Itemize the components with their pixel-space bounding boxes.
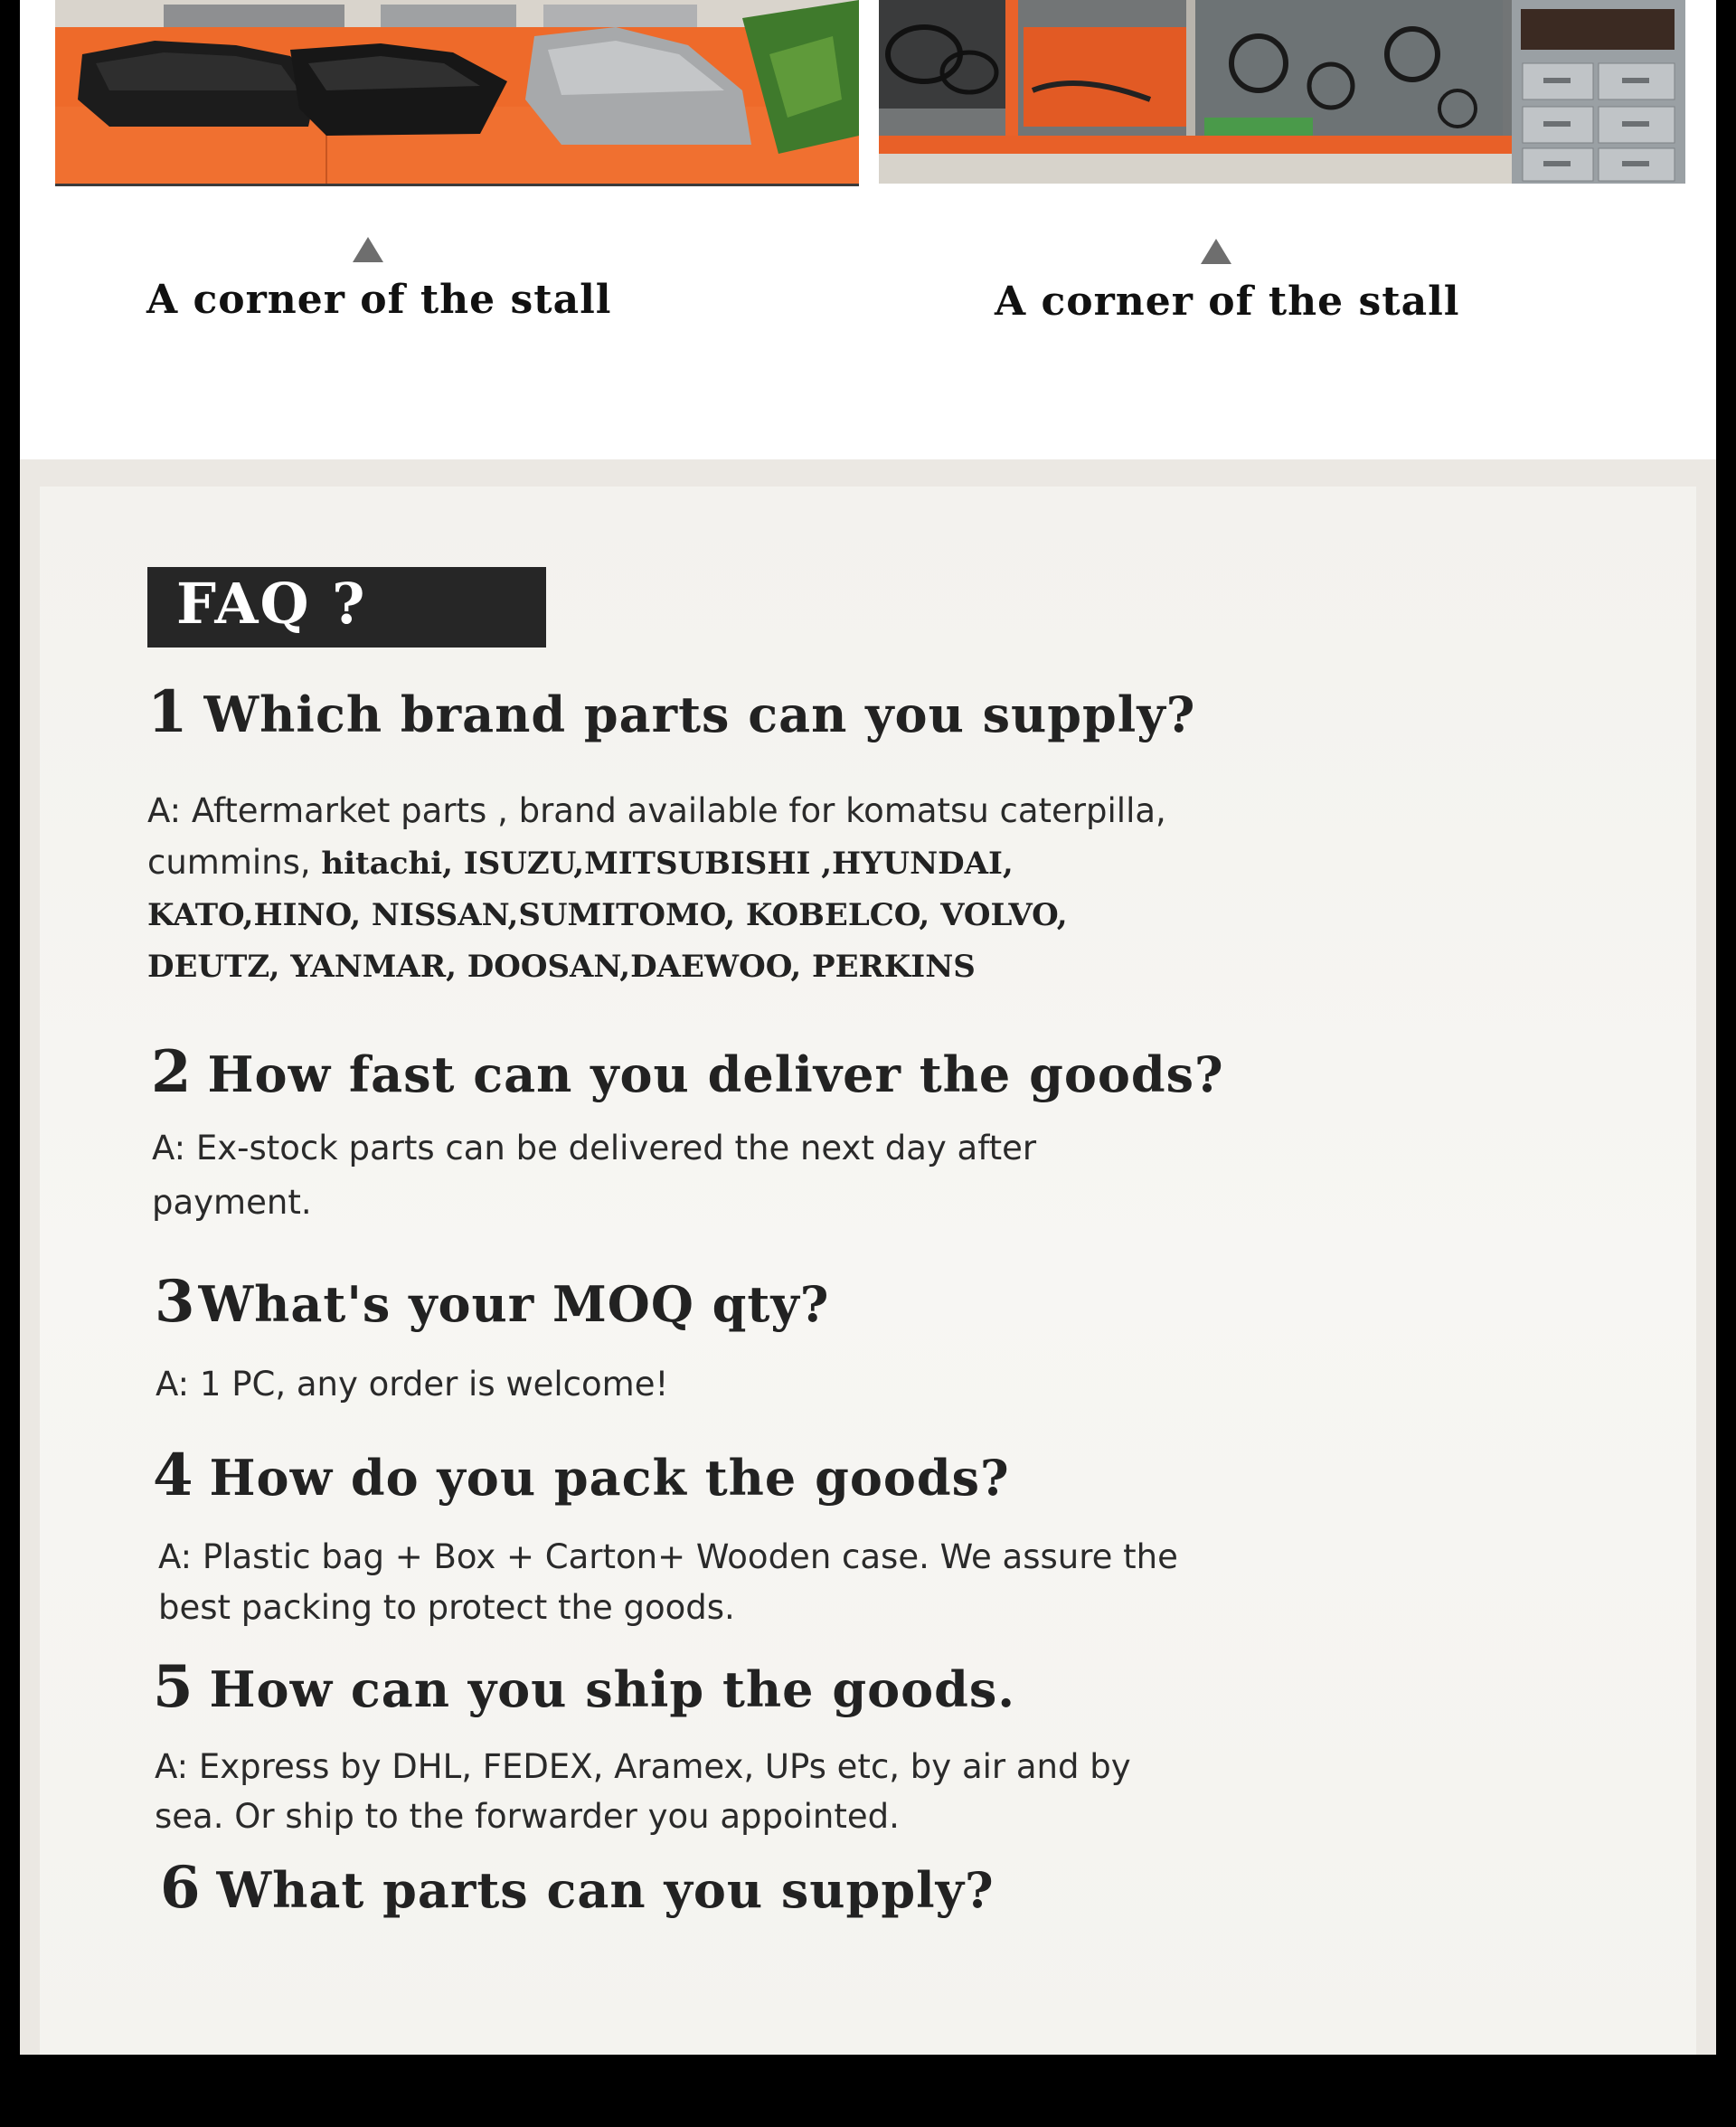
faq-number: 6 [160,1854,201,1922]
faq-answer-line: KATO,HINO, NISSAN,SUMITOMO, KOBELCO, VOLVO, [147,897,1068,933]
faq-question-3 [155,1268,829,1336]
faq-title: FAQ ? [176,571,367,637]
faq-number: 1 [147,678,188,746]
faq-answer-line: payment. [152,1183,312,1222]
faq-number: 2 [151,1038,192,1106]
faq-title-badge [147,567,546,648]
faq-answer-2 [152,1121,1036,1230]
faq-question-2 [151,1038,1224,1106]
faq-answer-line: A: Plastic bag + Box + Carton+ Wooden case. We assure the [158,1537,1178,1576]
caption-left [146,237,612,323]
faq-question-text: How fast can you deliver the goods? [207,1045,1224,1103]
faq-question-6 [160,1854,995,1922]
faq-number: 4 [153,1442,193,1509]
faq-answer-1 [147,785,1166,993]
stall-photo-panel [20,0,1716,459]
stall-photo-left [55,0,859,186]
faq-question-1 [147,678,1195,746]
faq-answer-line: A: Aftermarket parts , brand available for komatsu caterpilla, [147,791,1166,830]
faq-question-text: How do you pack the goods? [209,1449,1010,1507]
faq-number: 3 [155,1268,195,1336]
faq-answer-line: best packing to protect the goods. [158,1588,735,1627]
faq-question-text: What parts can you supply? [216,1861,995,1919]
faq-answer-line: A: Express by DHL, FEDEX, Aramex, UPs etc, by air and by [155,1747,1131,1786]
oil-pan-display-photo [55,0,859,184]
faq-card [40,487,1696,2055]
faq-answer-5 [155,1742,1131,1841]
faq-number: 5 [153,1653,193,1721]
caption-left-text: A corner of the stall [146,277,612,323]
faq-section [20,459,1716,2055]
faq-answer-line: cummins, hitachi, ISUZU,MITSUBISHI ,HYUNDAI, [147,843,1014,882]
faq-question-text: What's your MOQ qty? [198,1275,830,1333]
triangle-up-icon [353,237,383,262]
caption-right [995,239,1460,325]
faq-question-text: How can you ship the goods. [209,1660,1016,1718]
faq-answer-3 [156,1358,668,1410]
triangle-up-icon [1201,239,1231,264]
faq-answer-line: A: 1 PC, any order is welcome! [156,1365,669,1404]
faq-answer-line: DEUTZ, YANMAR, DOOSAN,DAEWOO, PERKINS [147,949,976,985]
faq-answer-line: sea. Or ship to the forwarder you appointed. [155,1797,900,1836]
caption-right-text: A corner of the stall [995,279,1460,325]
stall-photo-right [879,0,1685,184]
faq-question-4 [153,1442,1010,1509]
gasket-showcase-photo [879,0,1685,184]
faq-question-text: Which brand parts can you supply? [203,685,1196,743]
faq-answer-4 [158,1532,1178,1633]
faq-answer-line: A: Ex-stock parts can be delivered the next day after [152,1129,1037,1167]
faq-question-5 [153,1653,1015,1721]
